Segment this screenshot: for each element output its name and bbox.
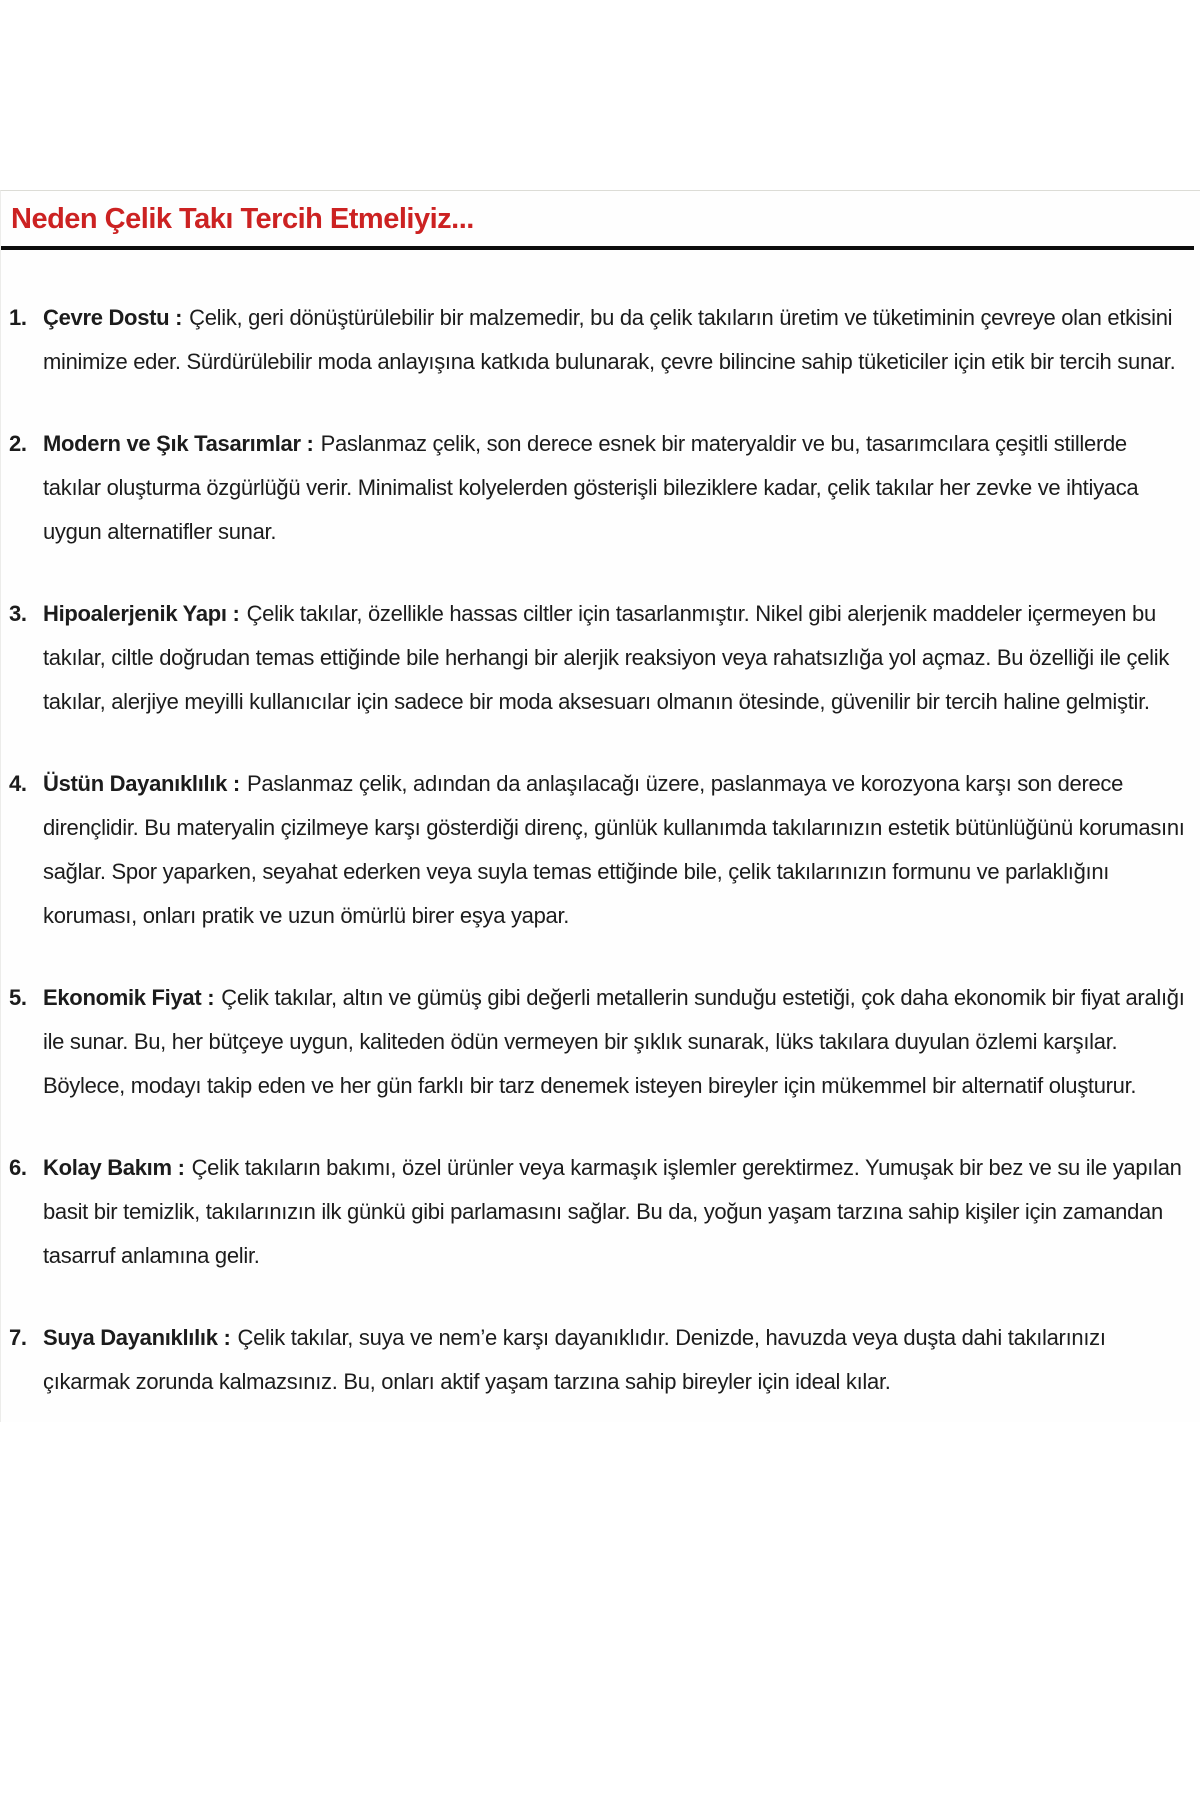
item-body: Çelik takıların bakımı, özel ürünler veya karmaşık işlemler gerektirmez. Yumuşak bir bez ve su ile yapılan basit bir temizlik, takılarınızın ilk günkü gibi parlamasını sağlar. Bu da, yoğun yaşam tarzına sahip kişiler için zamandan tasarruf anlamına gelir. — [43, 1154, 1182, 1268]
list-item — [9, 762, 1186, 938]
item-heading: Üstün Dayanıklılık : — [43, 770, 240, 796]
item-heading: Suya Dayanıklılık : — [43, 1324, 231, 1350]
item-text — [43, 422, 1186, 554]
list-item — [9, 1146, 1186, 1278]
item-body: Paslanmaz çelik, son derece esnek bir materyaldir ve bu, tasarımcılara çeşitli stillerde takılar oluşturma özgürlüğü verir. Minimalist kolyelerden gösterişli bileziklere kadar, çelik takılar her zevke ve ihtiyaca uygun alternatifler sunar. — [43, 430, 1139, 544]
list-item — [9, 296, 1186, 384]
item-body: Çelik takılar, suya ve nem’e karşı dayanıklıdır. Denizde, havuzda veya duşta dahi takılarınızı çıkarmak zorunda kalmazsınız. Bu, onları aktif yaşam tarzına sahip bireyler için ideal kılar. — [43, 1324, 1106, 1394]
item-text — [43, 592, 1186, 724]
item-number: 5. — [9, 984, 27, 1010]
item-number: 4. — [9, 770, 27, 796]
item-body: Paslanmaz çelik, adından da anlaşılacağı üzere, paslanmaya ve korozyona karşı son derece dirençlidir. Bu materyalin çizilmeye karşı gösterdiği direnç, günlük kullanımda takılarınızın estetik bütünlüğünü korumasını sağlar. Spor yaparken, seyahat ederken veya suyla temas ettiğinde bile, çelik takılarınızın formunu ve parlaklığını koruması, onları pratik ve uzun ömürlü birer eşya yapar. — [43, 770, 1185, 928]
item-heading: Ekonomik Fiyat : — [43, 984, 215, 1010]
item-heading: Kolay Bakım : — [43, 1154, 185, 1180]
list-item — [9, 976, 1186, 1108]
item-heading: Modern ve Şık Tasarımlar : — [43, 430, 314, 456]
item-body: Çelik, geri dönüştürülebilir bir malzemedir, bu da çelik takıların üretim ve tüketiminin çevreye olan etkisini minimize eder. Sürdürülebilir moda anlayışına katkıda bulunarak, çevre bilincine sahip tüketiciler için etik bir tercih sunar. — [43, 304, 1176, 374]
item-body: Çelik takılar, altın ve gümüş gibi değerli metallerin sunduğu estetiği, çok daha ekonomik bir fiyat aralığı ile sunar. Bu, her bütçeye uygun, kaliteden ödün vermeyen bir şıklık sunarak, lüks takılara duyulan özlemi karşılar. Böylece, modayı takip eden ve her gün farklı bir tarz denemek isteyen bireyler için mükemmel bir alternatif oluşturur. — [43, 984, 1185, 1098]
item-heading: Çevre Dostu : — [43, 304, 183, 330]
item-text — [43, 296, 1186, 384]
item-heading: Hipoalerjenik Yapı : — [43, 600, 240, 626]
item-number: 7. — [9, 1324, 27, 1350]
item-text — [43, 1316, 1186, 1404]
page-title: Neden Çelik Takı Tercih Etmeliyiz... — [11, 203, 474, 235]
item-text — [43, 976, 1186, 1108]
item-number: 6. — [9, 1154, 27, 1180]
item-number: 1. — [9, 304, 27, 330]
list-item — [9, 592, 1186, 724]
item-body: Çelik takılar, özellikle hassas ciltler için tasarlanmıştır. Nikel gibi alerjenik maddeler içermeyen bu takılar, ciltle doğrudan temas ettiğinde bile herhangi bir alerjik reaksiyon veya rahatsızlığa yol açmaz. Bu özelliği ile çelik takılar, alerjiye meyilli kullanıcılar için sadece bir moda aksesuarı olmanın ötesinde, güvenilir bir tercih haline gelmiştir. — [43, 600, 1170, 714]
numbered-list — [1, 296, 1200, 1404]
item-number: 3. — [9, 600, 27, 626]
item-text — [43, 762, 1186, 938]
title-rule — [1, 246, 1194, 250]
list-item — [9, 1316, 1186, 1404]
content-area — [0, 190, 1200, 1422]
item-number: 2. — [9, 430, 27, 456]
item-text — [43, 1146, 1186, 1278]
list-item — [9, 422, 1186, 554]
